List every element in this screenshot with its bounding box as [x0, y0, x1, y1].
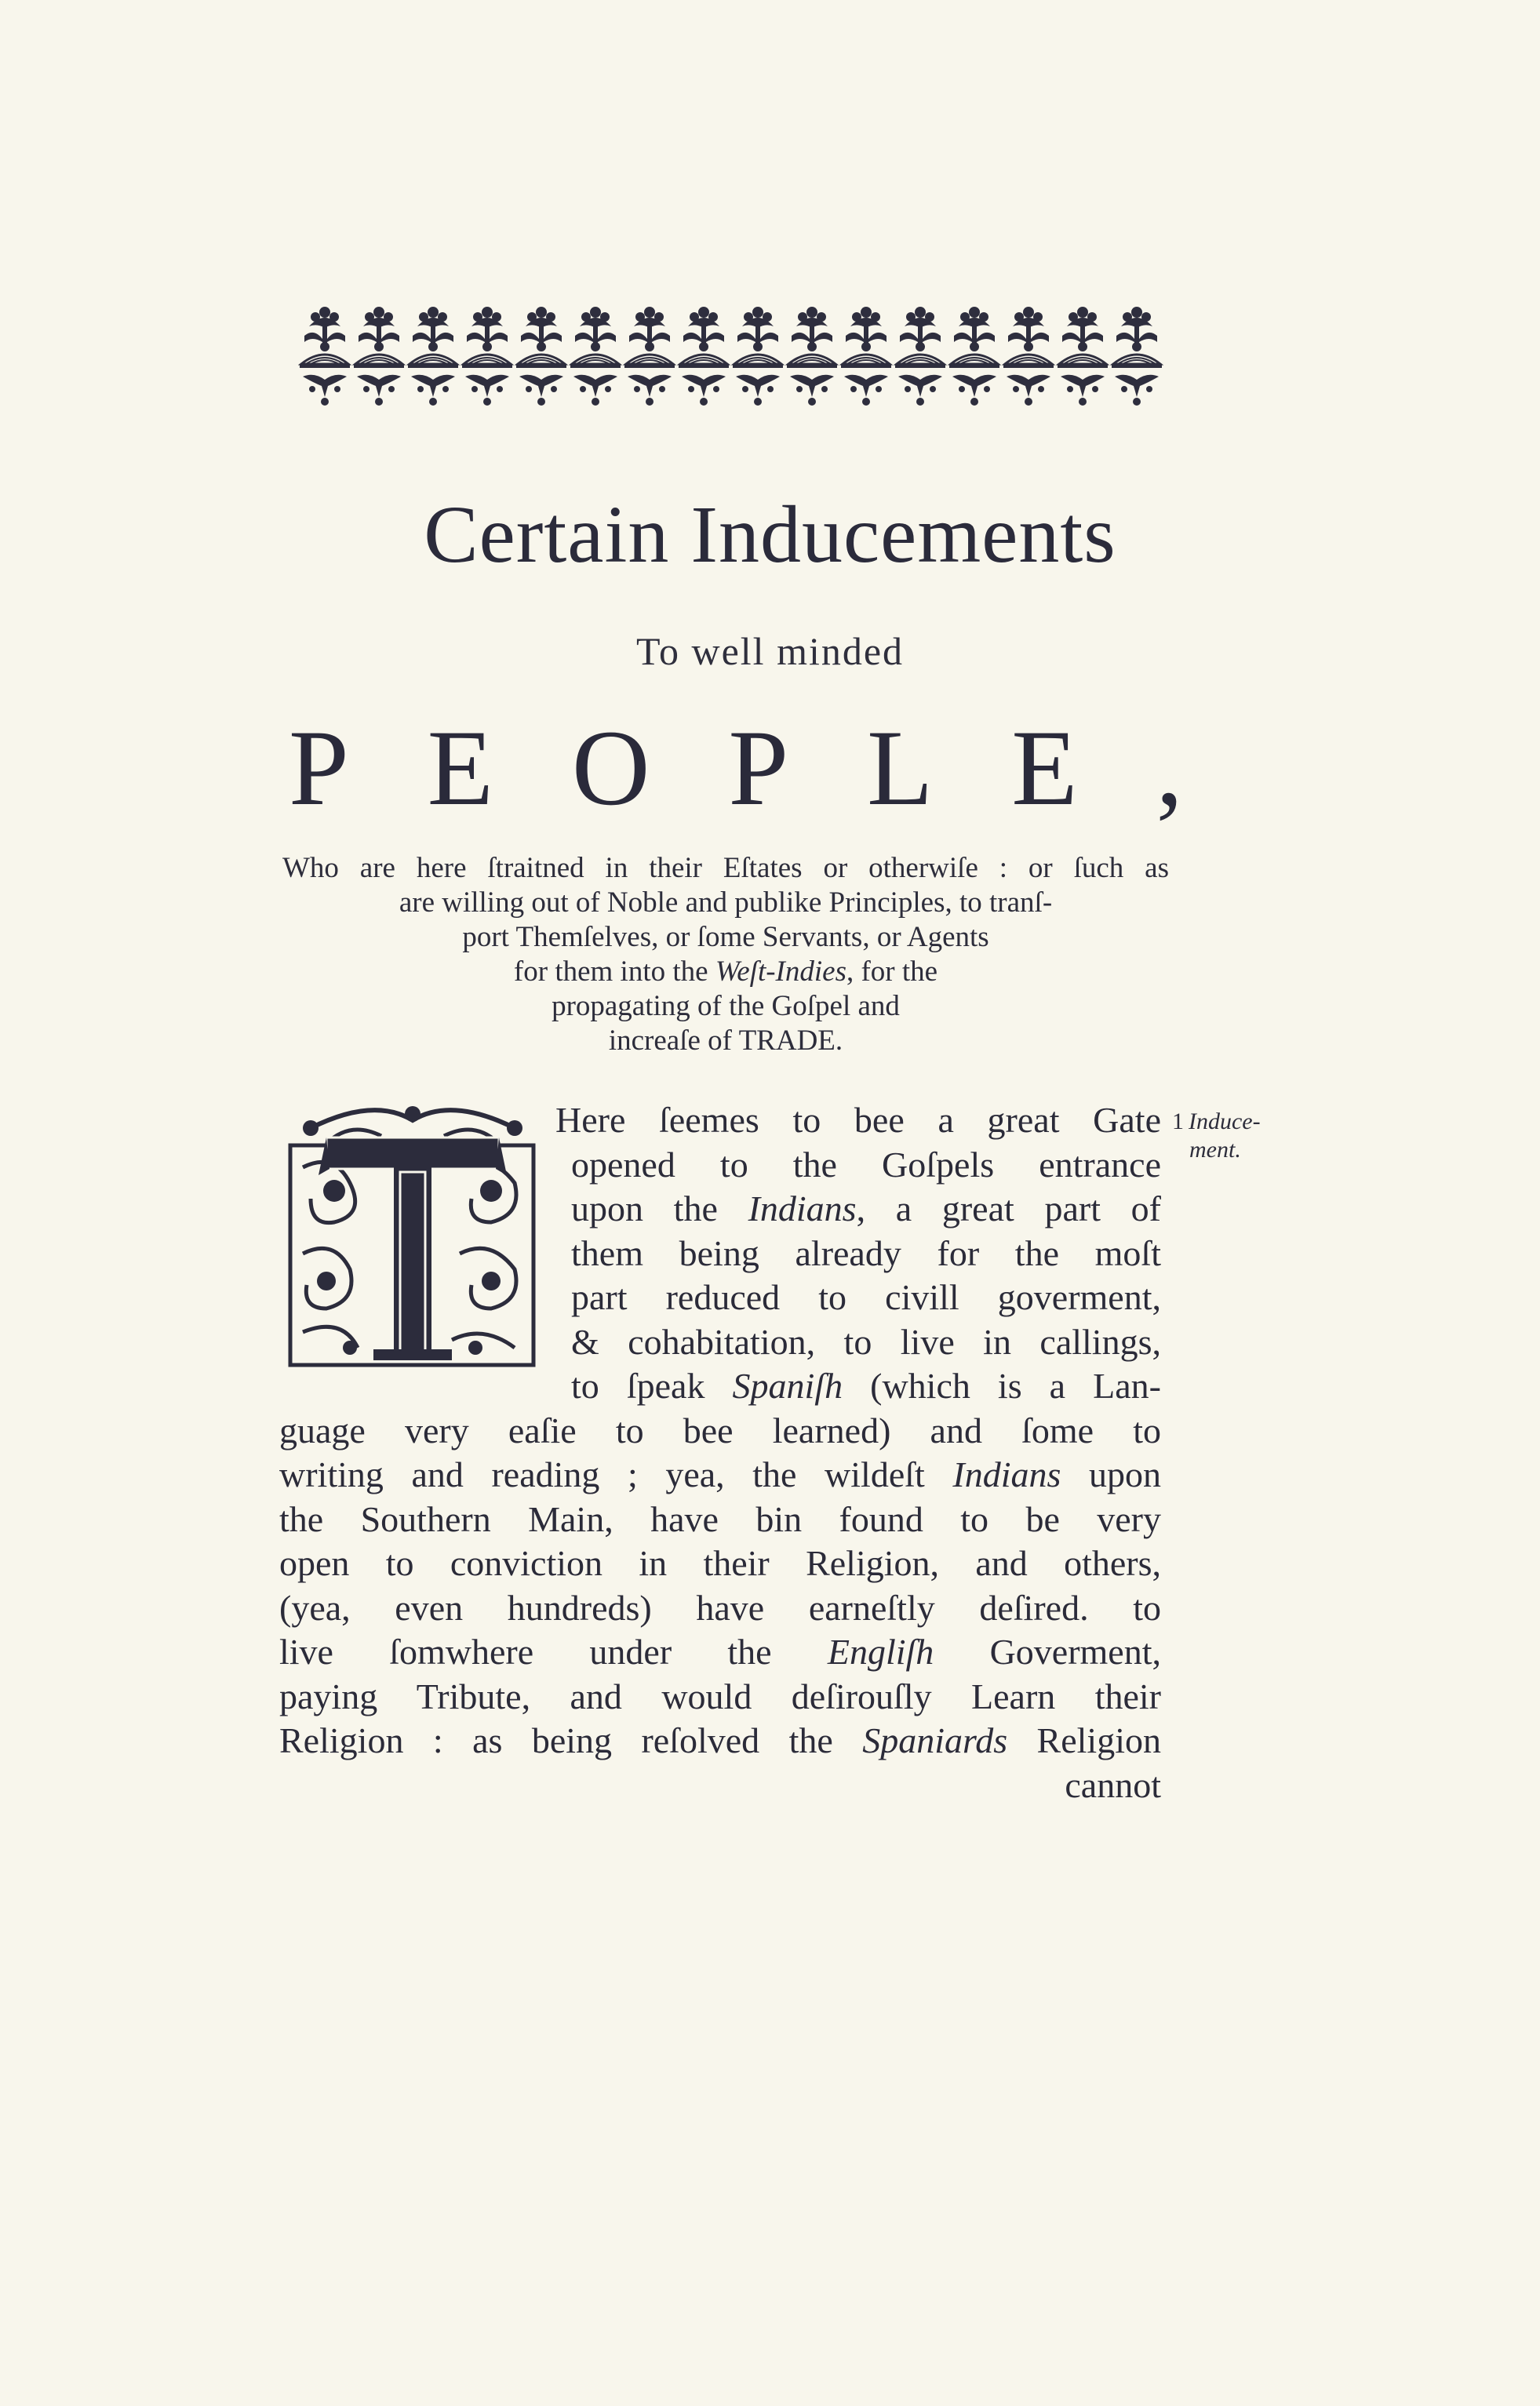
preamble-text: , for the [846, 955, 938, 988]
preamble-text: for them into the [513, 955, 715, 988]
catchword: cannot [1065, 1764, 1161, 1805]
body-line [571, 1187, 1161, 1232]
preamble-italic: Weſt-Indies [715, 955, 846, 988]
preamble-line: propagating of the Goſpel and [552, 990, 900, 1022]
page-subtitle: To well minded [635, 629, 905, 673]
body-text: to ſpeak [571, 1366, 733, 1406]
preamble-line: port Themſelves, or ſome Servants, or Agents [462, 921, 989, 953]
fleuron-headpiece [298, 304, 1170, 411]
preamble-line: are willing out of Noble and publike Principles, to tranſ- [399, 886, 1053, 919]
body-text: writing and reading ; yea, the wildeſt [279, 1454, 953, 1494]
margin-note-number: 1 [1172, 1108, 1184, 1134]
page-title: Certain Inducements [424, 490, 1116, 580]
people-letter: P [728, 708, 789, 828]
body-italic: Indians [748, 1188, 857, 1228]
body-text: (which is a Lan- [843, 1366, 1161, 1406]
body-line: guage very eaſie to bee learned) and ſome to [279, 1410, 1161, 1451]
body-line: Here ſeemes to bee a great Gate [555, 1100, 1161, 1140]
body-text: upon the [571, 1188, 748, 1228]
body-italic: Spaniards [862, 1720, 1008, 1760]
people-heading [289, 708, 1183, 828]
body-italic: Indians [952, 1454, 1061, 1494]
body-line [279, 1453, 1161, 1498]
body-italic: Spaniſh [732, 1366, 843, 1406]
body-text: , a great part of [856, 1188, 1162, 1228]
body-line: part reduced to civill goverment, [571, 1277, 1161, 1317]
body-line [279, 1630, 1161, 1675]
body-text: upon [1061, 1454, 1161, 1494]
body-line: & cohabitation, to live in callings, [571, 1321, 1161, 1362]
preamble-line: Who are here ſtraitned in their Eſtates or otherwiſe : or ſuch as [282, 852, 1169, 884]
preamble-line [282, 955, 1169, 989]
body-italic: Engliſh [827, 1632, 934, 1672]
body-text: Religion [1007, 1720, 1161, 1760]
body-line [279, 1719, 1161, 1764]
body-line: paying Tribute, and would deſirouſly Learn their [279, 1676, 1161, 1716]
people-letter: L [867, 708, 934, 828]
fleuron-band-graphic [298, 304, 1170, 411]
people-letter: O [571, 708, 650, 828]
people-letter: E [427, 708, 493, 828]
people-letter: , [1156, 708, 1183, 828]
body-line [571, 1364, 1161, 1409]
preamble-paragraph [282, 851, 1169, 1058]
margin-note-word: Induce- [1189, 1108, 1261, 1134]
margin-note [1172, 1108, 1261, 1164]
people-letter: E [1011, 708, 1078, 828]
body-line: opened to the Goſpels entrance [571, 1144, 1161, 1185]
body-line: the Southern Main, have bin found to be very [279, 1498, 1161, 1539]
body-paragraph [279, 1098, 1161, 1807]
preamble-line: increaſe of TRADE. [608, 1025, 843, 1057]
body-line: open to conviction in their Religion, and others, [279, 1543, 1161, 1583]
body-text: Goverment, [934, 1632, 1161, 1672]
body-text: Religion : as being reſolved the [279, 1720, 863, 1760]
body-line: them being already for the moſt [571, 1232, 1161, 1273]
body-text: live ſomwhere under the [279, 1632, 828, 1672]
people-letter: P [289, 708, 349, 828]
margin-note-word-continued: ment. [1189, 1137, 1241, 1163]
body-line: (yea, even hundreds) have earneſtly deſired. to [279, 1587, 1161, 1628]
